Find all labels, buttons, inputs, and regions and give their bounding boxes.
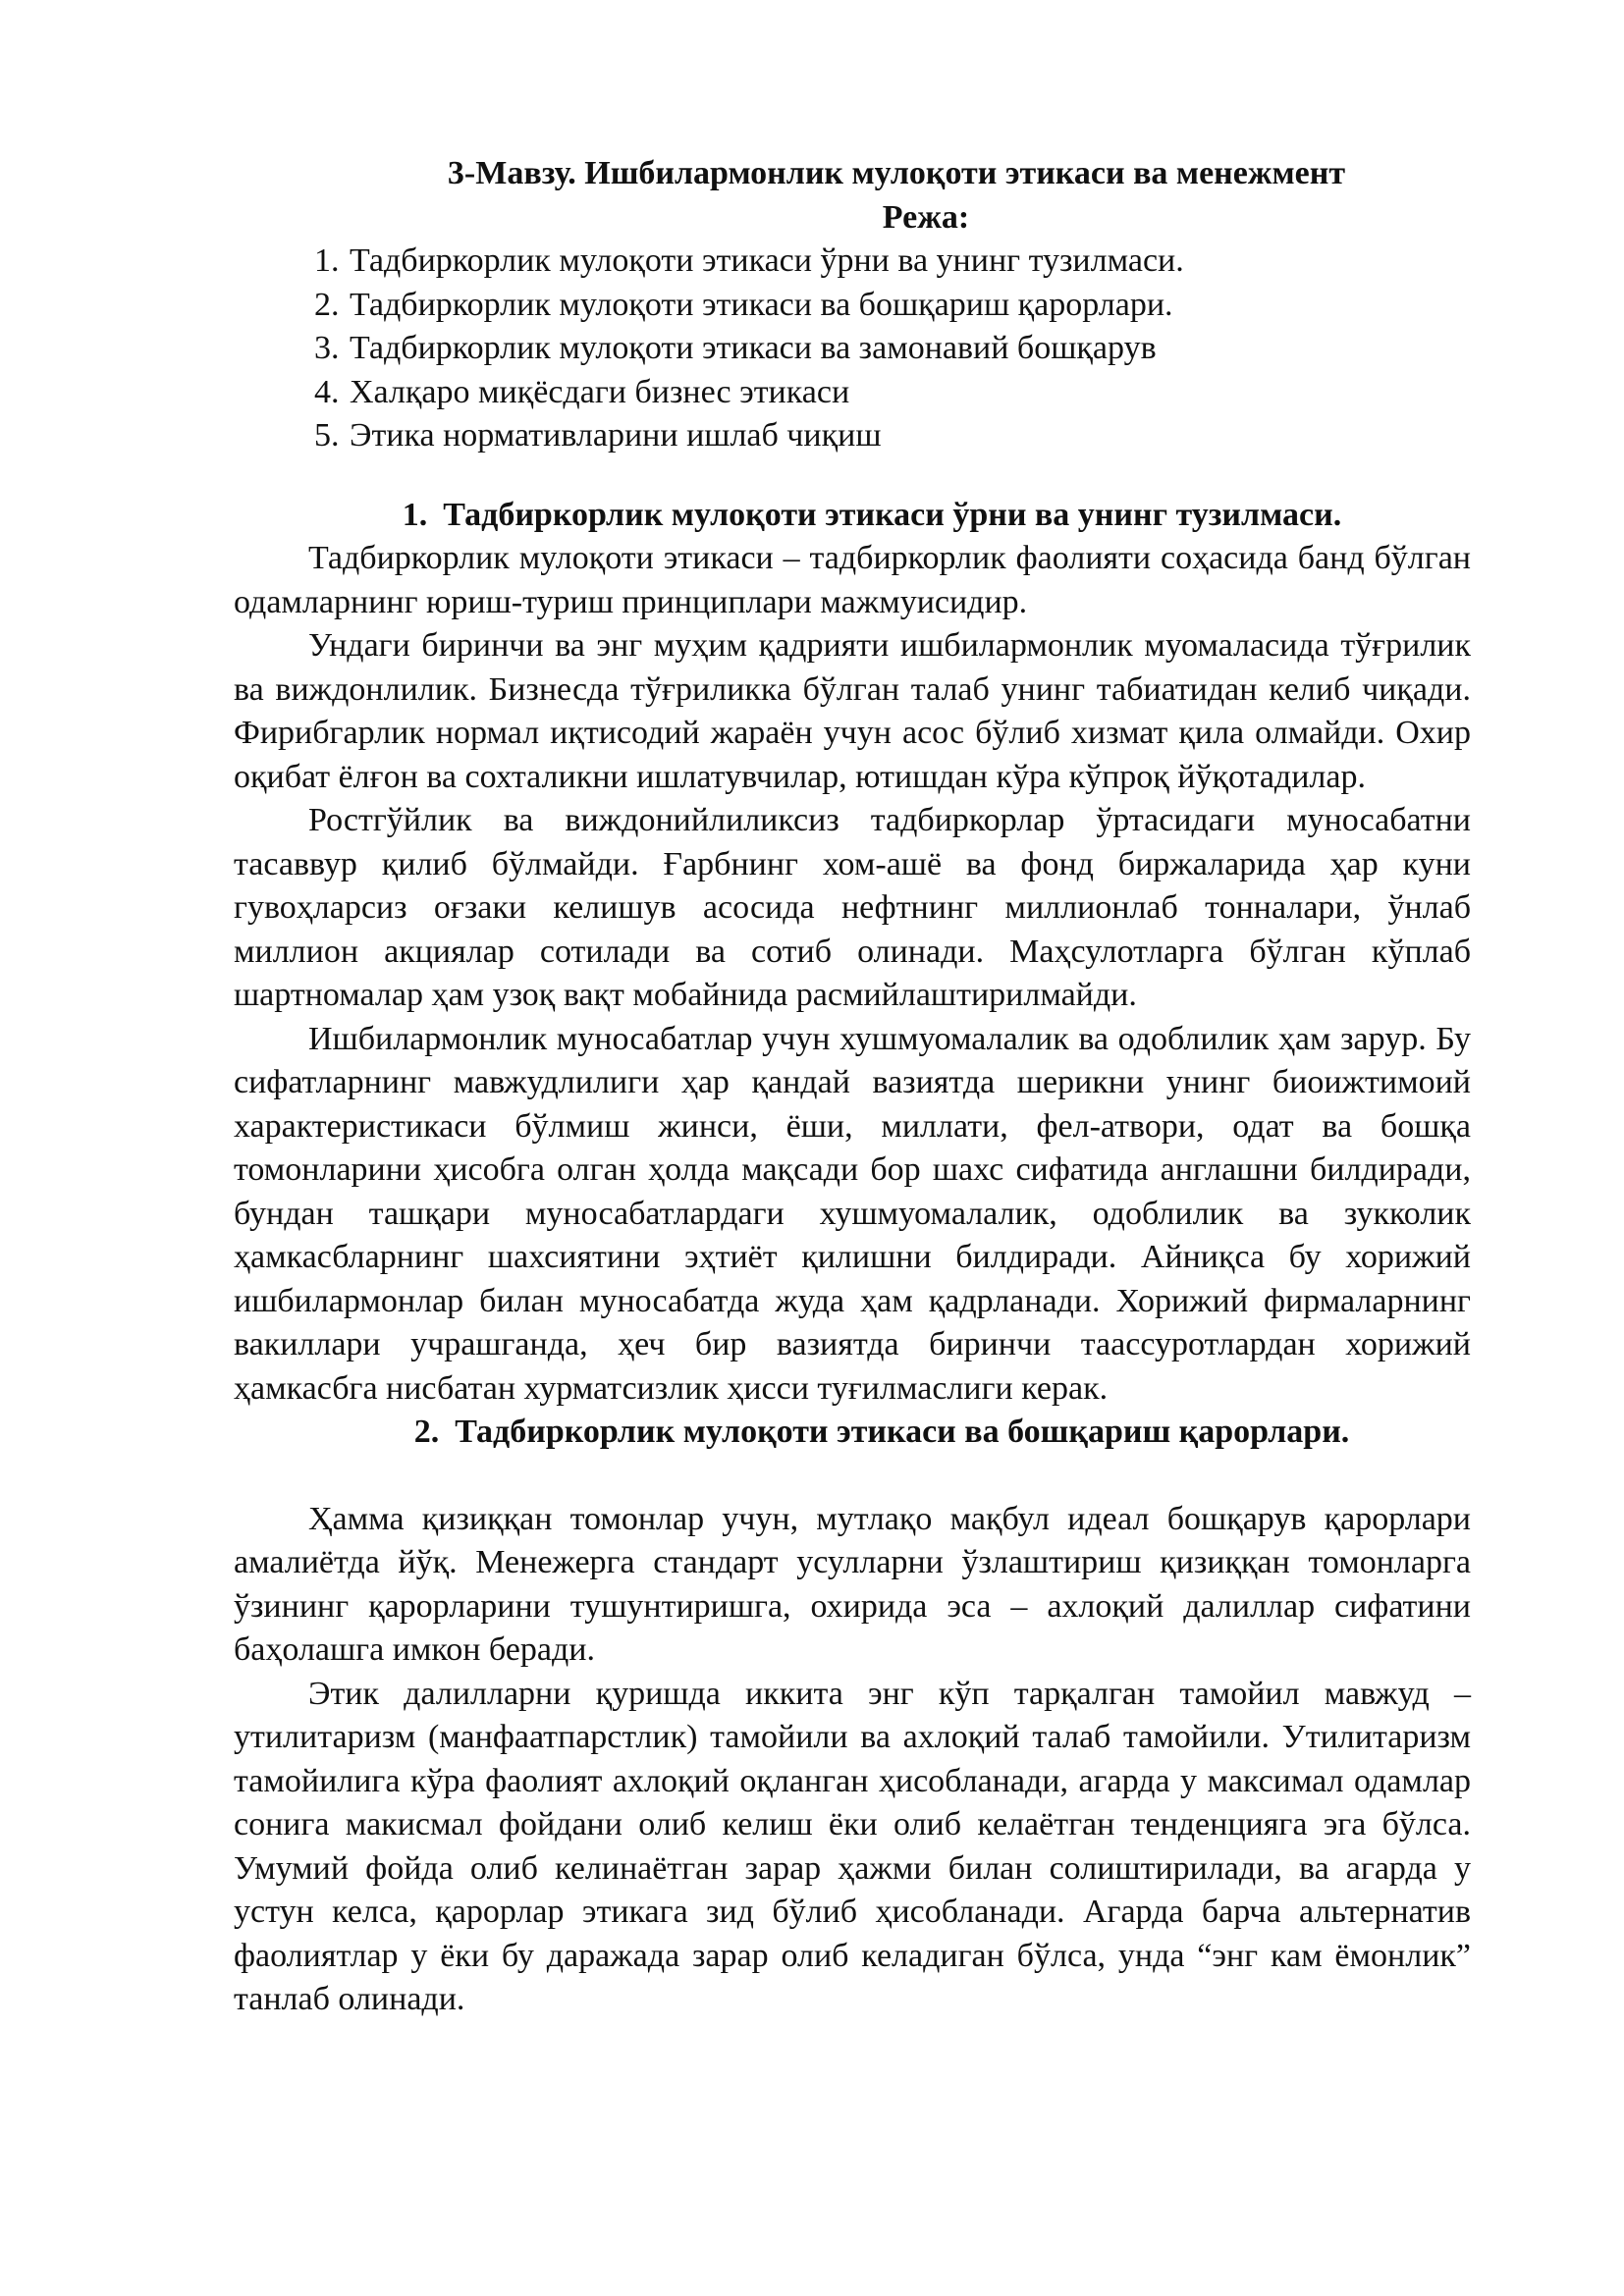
plan-item-number: 1. [314, 242, 340, 279]
plan-item-text: Тадбиркорлик мулоқоти этикаси ўрни ва унинг тузилмаси. [350, 242, 1184, 279]
plan-item-text: Тадбиркорлик мулоқоти этикаси ва замонавий бошқарув [350, 330, 1157, 366]
paragraph: Ишбилармонлик муносабатлар учун хушмуомалалик ва одоблилик ҳам зарур. Бу сифатларнинг мавжудлилиги ҳар қандай вазиятда шерикни унинг биоижтимоий характеристикаси бўлмиш жинси, ёши, миллати, фел-атвори, одат ва бошқа томонларини ҳисобга олган ҳолда мақсади бор шахс сифатида англашни билдиради, бундан ташқари муносабатлардаги хушмуомалалик, одоблилик ва зукколик ҳамкасбларнинг шахсиятини эҳтиёт қилишни билдиради. Айниқса бу хорижий ишбилармонлар билан муносабатда жуда ҳам қадрланади. Хорижий фирмаларнинг вакиллари учрашганда, ҳеч бир вазиятда биринчи таассуротлардан хорижий ҳамкасбга нисбатан хурматсизлик ҳисси туғилмаслиги керак. [234, 1020, 1471, 1407]
plan-item-text: Халқаро миқёсдаги бизнес этикаси [350, 373, 850, 410]
paragraph: Этик далилларни қуришда иккита энг кўп тарқалган тамойил мавжуд – утилитаризм (манфаатпарстлик) тамойили ва ахлоқий талаб тамойили. Утилитаризм тамойилига кўра фаолият ахлоқий оқланган ҳисобланади, агарда у максимал одамлар сонига макисмал фойдани олиб келиш ёки олиб келаётган тенденцияга эга бўлса. Умумий фойда олиб келинаётган зарар ҳажми билан солиштирилади, ва агарда у устун келса, қарорлар этикага зид бўлиб ҳисобланади. Агарда барча альтернатив фаолиятлар у ёки бу даражада зарар олиб келадиган бўлса, унда “энг кам ёмонлик” танлаб олинади. [234, 1675, 1471, 2017]
plan-item [314, 414, 1471, 458]
plan-item-number: 4. [314, 373, 340, 410]
section-spacer [234, 1455, 1471, 1498]
section-heading-text: Тадбиркорлик мулоқоти этикаси ўрни ва унинг тузилмаси. [443, 496, 1342, 533]
plan-item [314, 327, 1471, 371]
plan-item [314, 371, 1471, 415]
plan-heading: Режа: [882, 198, 970, 236]
paragraph: Ростгўйлик ва виждонийлиликсиз тадбиркорлар ўртасидаги муносабатни тасаввур қилиб бўлмайди. Ғарбнинг хом-ашё ва фонд биржаларида ҳар куни гувоҳларсиз оғзаки келишув асосида нефтнинг миллионлаб тонналари, ўнлаб миллион акциялар сотилади ва сотиб олинади. Маҳсулотларга бўлган кўплаб шартномалар ҳам узоқ вақт мобайнида расмийлаштирилмайди. [234, 802, 1471, 1013]
section-number: 2. [413, 1414, 440, 1450]
plan-list [234, 240, 1471, 458]
plan-item-text: Тадбиркорлик мулоқоти этикаси ва бошқариш қарорлари. [350, 286, 1173, 323]
section-heading-text: Тадбиркорлик мулоқоти этикаси ва бошқариш қарорлари. [455, 1414, 1350, 1450]
plan-item-number: 5. [314, 417, 340, 454]
document-body [234, 152, 1471, 2022]
plan-item [314, 284, 1471, 328]
paragraph: Ундаги биринчи ва энг муҳим қадрияти ишбилармонлик муомаласида тўғрилик ва виждонлилик. Бизнесда тўғриликка бўлган талаб унинг табиатидан келиб чиқади. Фирибгарлик нормал иқтисодий жараён учун асос бўлиб хизмат қила олмайди. Охир оқибат ёлғон ва сохталикни ишлатувчилар, ютишдан кўра кўпроқ йўқотадилар. [234, 627, 1471, 795]
document-title: 3-Мавзу. Ишбилармонлик мулоқоти этикаси ва менежмент [447, 155, 1346, 191]
paragraph: Ҳамма қизиққан томонлар учун, мутлақо мақбул идеал бошқарув қарорлари амалиётда йўқ. Менежерга стандарт усулларни ўзлаштириш қизиққан томонларга ўзининг қарорларини тушунтиришга, охирида эса – ахлоқий далиллар сифатини баҳолашга имкон беради. [234, 1500, 1471, 1668]
plan-item-number: 3. [314, 330, 340, 366]
plan-item-number: 2. [314, 286, 340, 323]
section-heading [234, 494, 1471, 538]
section-number: 1. [402, 496, 428, 533]
section-heading [234, 1411, 1471, 1455]
paragraph: Тадбиркорлик мулоқоти этикаси – тадбиркорлик фаолияти соҳасида банд бўлган одамларнинг юриш-туриш принциплари мажмуисидир. [234, 540, 1471, 620]
plan-item [314, 240, 1471, 284]
plan-item-text: Этика нормативларини ишлаб чиқиш [350, 417, 882, 454]
